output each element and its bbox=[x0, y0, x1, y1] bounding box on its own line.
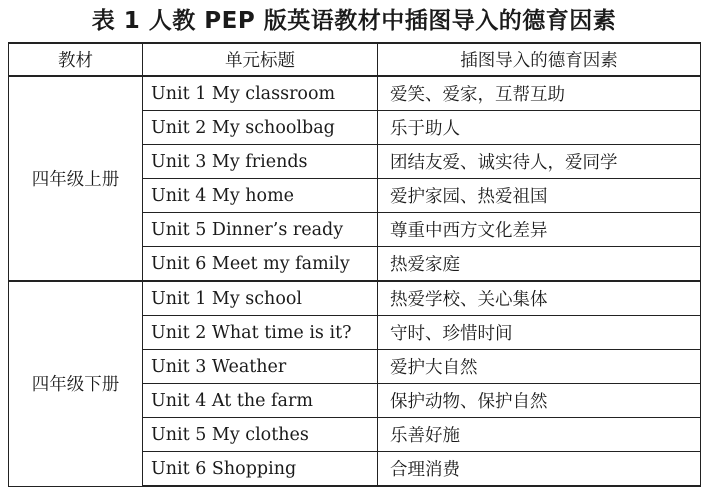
unit-cell: Unit 4 At the farm bbox=[143, 384, 378, 418]
header-unit-title: 单元标题 bbox=[143, 43, 378, 76]
unit-cell: Unit 1 My school bbox=[143, 281, 378, 316]
unit-cell: Unit 1 My classroom bbox=[143, 76, 378, 111]
moral-element-cell: 爱笑、爱家，互帮互助 bbox=[378, 76, 701, 111]
moral-element-cell: 热爱家庭 bbox=[378, 247, 701, 282]
moral-element-cell: 爱护大自然 bbox=[378, 350, 701, 384]
table-row bbox=[9, 76, 701, 111]
unit-cell: Unit 2 My schoolbag bbox=[143, 111, 378, 145]
unit-cell: Unit 5 Dinner’s ready bbox=[143, 213, 378, 247]
grade-cell-lower: 四年级下册 bbox=[9, 281, 143, 486]
grade-cell-upper: 四年级上册 bbox=[9, 76, 143, 281]
moral-element-cell: 爱护家园、热爱祖国 bbox=[378, 179, 701, 213]
moral-element-cell: 保护动物、保护自然 bbox=[378, 384, 701, 418]
unit-cell: Unit 2 What time is it? bbox=[143, 316, 378, 350]
header-row bbox=[9, 43, 701, 76]
moral-element-cell: 团结友爱、诚实待人，爱同学 bbox=[378, 145, 701, 179]
table-caption: 表 1 人教 PEP 版英语教材中插图导入的德育因素 bbox=[91, 8, 617, 34]
moral-element-cell: 热爱学校、关心集体 bbox=[378, 281, 701, 316]
unit-cell: Unit 5 My clothes bbox=[143, 418, 378, 452]
moral-element-cell: 乐善好施 bbox=[378, 418, 701, 452]
moral-element-cell: 尊重中西方文化差异 bbox=[378, 213, 701, 247]
moral-element-cell: 合理消费 bbox=[378, 452, 701, 487]
moral-education-table bbox=[8, 42, 701, 487]
moral-element-cell: 乐于助人 bbox=[378, 111, 701, 145]
unit-cell: Unit 6 Shopping bbox=[143, 452, 378, 487]
unit-cell: Unit 4 My home bbox=[143, 179, 378, 213]
unit-cell: Unit 6 Meet my family bbox=[143, 247, 378, 282]
unit-cell: Unit 3 Weather bbox=[143, 350, 378, 384]
header-moral-elements: 插图导入的德育因素 bbox=[378, 43, 701, 76]
moral-element-cell: 守时、珍惜时间 bbox=[378, 316, 701, 350]
header-textbook: 教材 bbox=[9, 43, 143, 76]
table-row bbox=[9, 281, 701, 316]
unit-cell: Unit 3 My friends bbox=[143, 145, 378, 179]
